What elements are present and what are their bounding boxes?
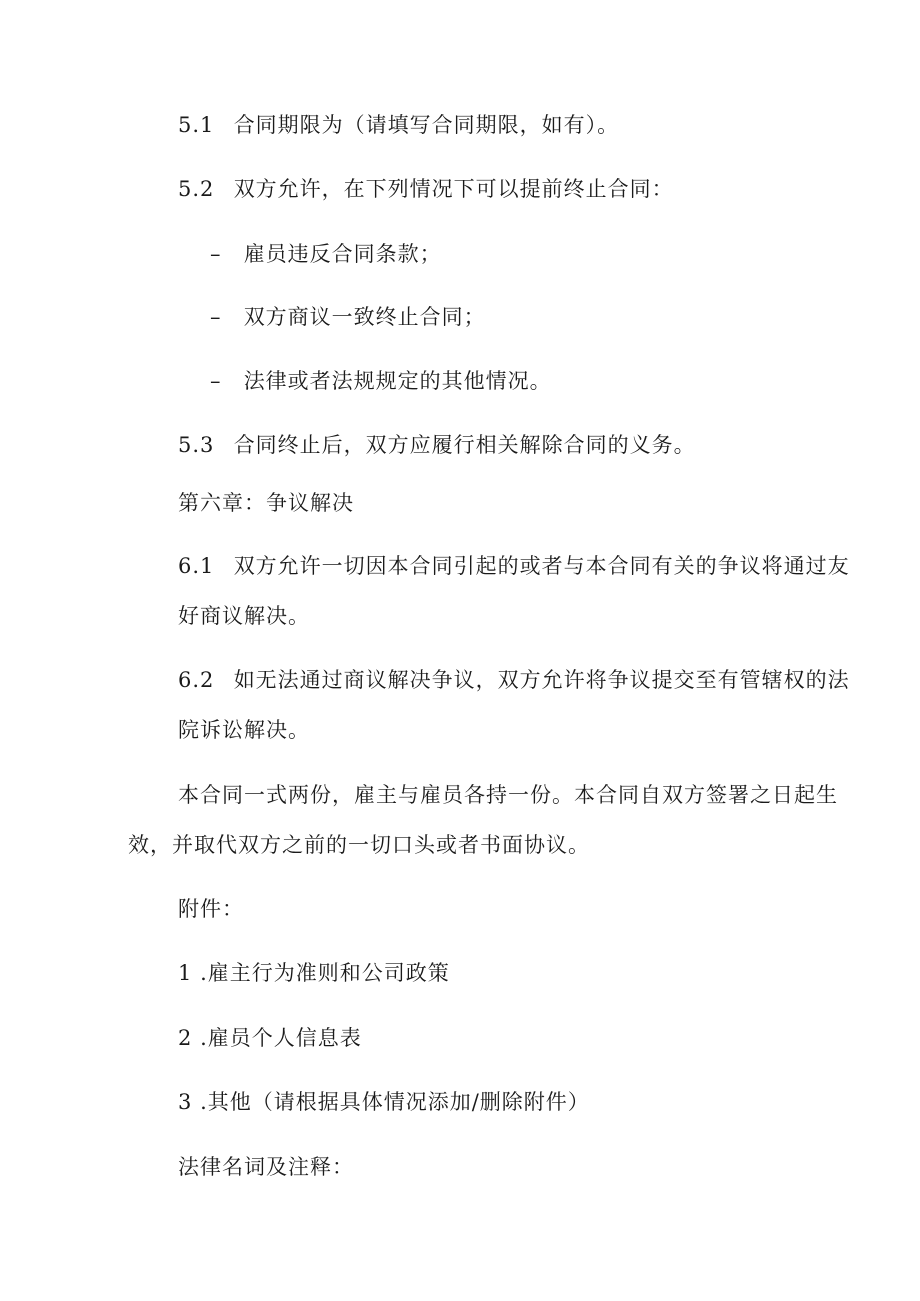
attachment-item bbox=[178, 1088, 590, 1116]
attachment-item bbox=[178, 959, 450, 987]
clause-text-line1: 双方允许一切因本合同引起的或者与本合同有关的争议将通过友 bbox=[233, 554, 850, 578]
attachment-text: .其他（请根据具体情况添加/删除附件） bbox=[200, 1090, 590, 1114]
clause-5-2 bbox=[178, 175, 674, 203]
attachment-number: 1 bbox=[178, 961, 193, 985]
chapter-heading: 第六章：争议解决 bbox=[178, 491, 354, 515]
attachment-text: .雇主行为准则和公司政策 bbox=[200, 961, 450, 985]
list-item-text: 雇员违反合同条款； bbox=[243, 242, 442, 266]
clause-number: 5.2 bbox=[178, 177, 215, 201]
closing-paragraph-line2: 效，并取代双方之前的一切口头或者书面协议。 bbox=[128, 833, 590, 857]
clause-text-line1: 如无法通过商议解决争议，双方允许将争议提交至有管辖权的法 bbox=[233, 668, 850, 692]
clause-number: 6.2 bbox=[178, 668, 215, 692]
clause-6-2 bbox=[178, 666, 850, 694]
list-item bbox=[210, 240, 442, 268]
clause-number: 5.1 bbox=[178, 113, 215, 137]
clause-6-1 bbox=[178, 552, 850, 580]
clause-text: 合同终止后，双方应履行相关解除合同的义务。 bbox=[233, 433, 696, 457]
attachment-number: 2 bbox=[178, 1026, 193, 1050]
terms-heading: 法律名词及注释： bbox=[178, 1155, 354, 1179]
clause-text-line2: 好商议解决。 bbox=[178, 604, 310, 628]
closing-paragraph-line1: 本合同一式两份，雇主与雇员各持一份。本合同自双方签署之日起生 bbox=[178, 783, 838, 807]
clause-5-3 bbox=[178, 431, 696, 459]
bullet-dash: – bbox=[210, 369, 222, 393]
clause-5-1 bbox=[178, 111, 619, 139]
clause-number: 6.1 bbox=[178, 554, 215, 578]
clause-text: 双方允许，在下列情况下可以提前终止合同： bbox=[233, 177, 674, 201]
clause-number: 5.3 bbox=[178, 433, 215, 457]
list-item-text: 双方商议一致终止合同； bbox=[243, 305, 486, 329]
attachment-number: 3 bbox=[178, 1090, 193, 1114]
attachments-heading: 附件： bbox=[178, 897, 244, 921]
list-item bbox=[210, 303, 486, 331]
attachment-item bbox=[178, 1024, 362, 1052]
bullet-dash: – bbox=[210, 242, 222, 266]
bullet-dash: – bbox=[210, 305, 222, 329]
clause-text: 合同期限为（请填写合同期限，如有）。 bbox=[233, 113, 620, 137]
list-item-text: 法律或者法规规定的其他情况。 bbox=[243, 369, 552, 393]
list-item bbox=[210, 367, 552, 395]
clause-text-line2: 院诉讼解决。 bbox=[178, 718, 310, 742]
attachment-text: .雇员个人信息表 bbox=[200, 1026, 362, 1050]
